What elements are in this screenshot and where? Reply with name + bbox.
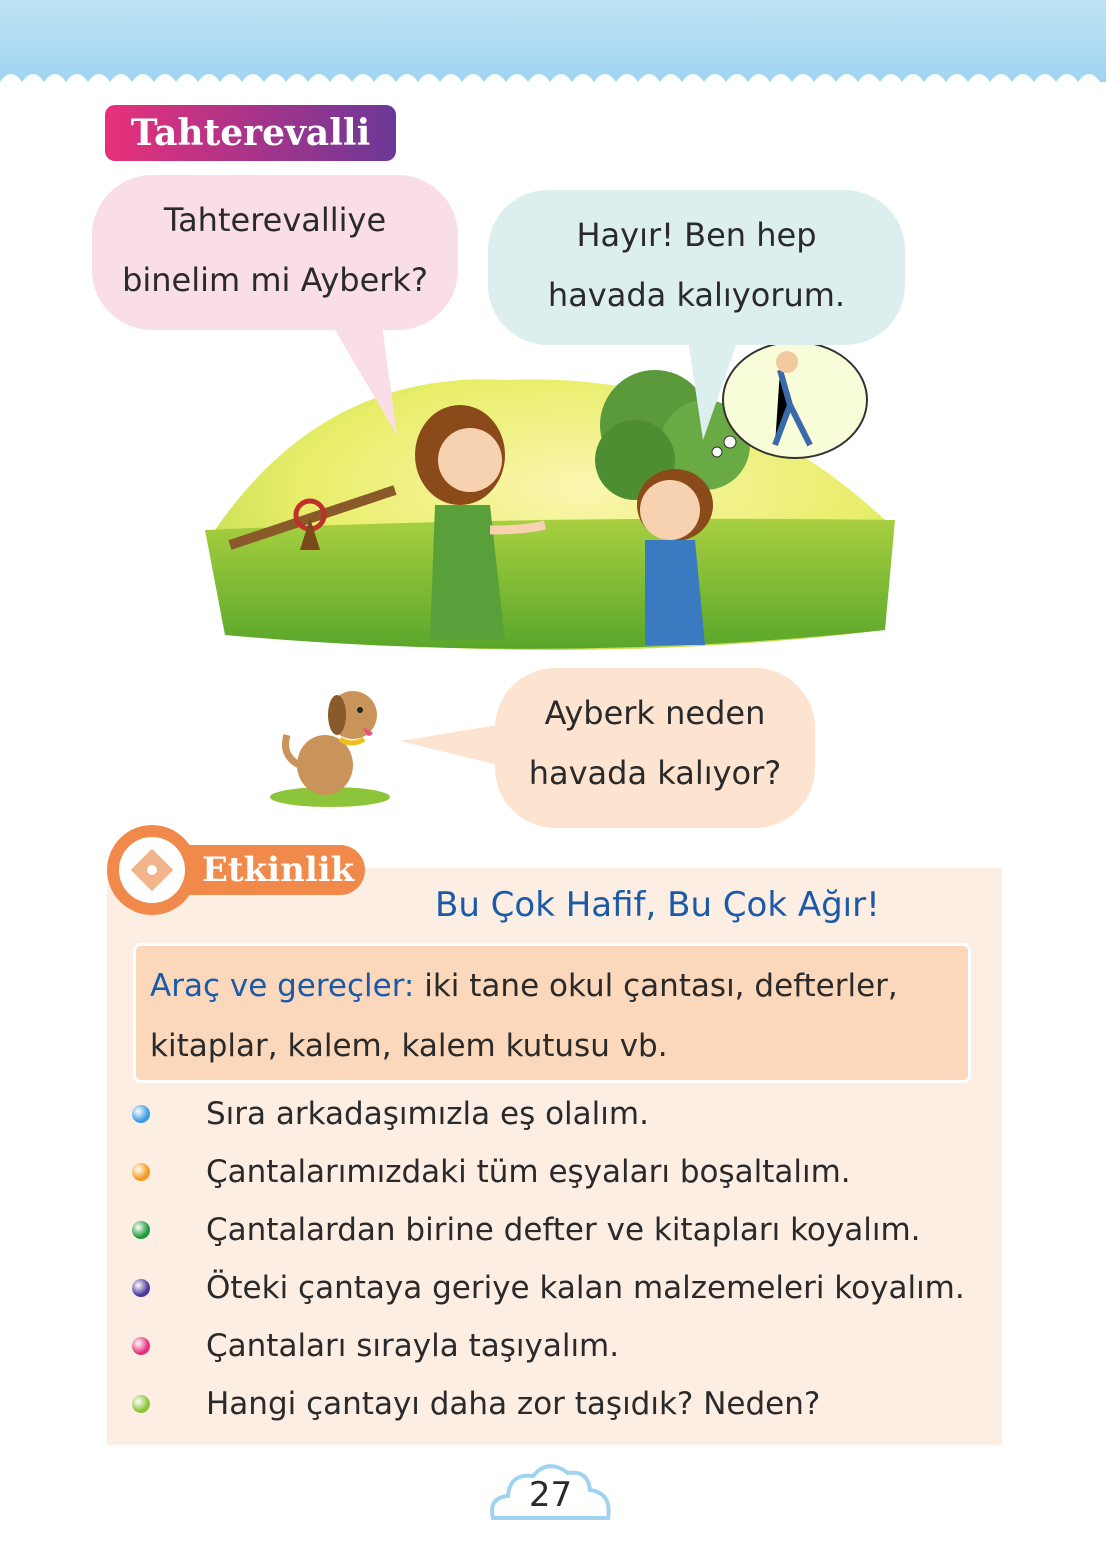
- bubble-line: Tahterevalliye: [163, 201, 387, 239]
- header-decoration-band: [0, 0, 1106, 82]
- speech-bubble-girl: [92, 175, 458, 330]
- materials-label: Araç ve gereçler:: [150, 968, 415, 1004]
- bubble-tail: [400, 723, 510, 773]
- bullet-icon: [132, 1163, 150, 1181]
- step-item: [130, 1375, 820, 1433]
- step-text: Sıra arkadaşımızla eş olalım.: [206, 1096, 649, 1132]
- bubble-line: Hayır! Ben hep: [576, 216, 817, 254]
- lesson-title: Tahterevalli: [105, 105, 396, 161]
- materials-text: iki tane okul çantası, defterler, kitaplar, kalem, kalem kutusu vb.: [150, 968, 898, 1064]
- step-item: [130, 1085, 649, 1143]
- activity-badge-label: Etkinlik: [202, 850, 355, 890]
- speech-bubble-ayberk: [488, 190, 905, 345]
- bubble-line: binelim mi Ayberk?: [122, 261, 428, 299]
- bullet-icon: [132, 1395, 150, 1413]
- bullet-icon: [132, 1279, 150, 1297]
- bubble-tail: [322, 325, 402, 445]
- step-item: [130, 1259, 965, 1317]
- step-item: [130, 1317, 619, 1375]
- step-text: Çantaları sırayla taşıyalım.: [206, 1328, 620, 1364]
- speech-bubble-dog: [495, 668, 815, 828]
- activity-title: Bu Çok Hafif, Bu Çok Ağır!: [435, 885, 880, 925]
- materials-box: [133, 943, 971, 1083]
- bubble-line: Ayberk neden: [544, 694, 766, 732]
- step-text: Çantalarımızdaki tüm eşyaları boşaltalım.: [206, 1154, 851, 1190]
- bullet-icon: [132, 1221, 150, 1239]
- seesaw-scene-illustration: [205, 330, 895, 660]
- dog-illustration: [265, 675, 400, 810]
- bubble-line: havada kalıyor?: [528, 754, 782, 792]
- bubble-line: havada kalıyorum.: [547, 276, 846, 314]
- puzzle-icon: [119, 837, 185, 903]
- bullet-icon: [132, 1337, 150, 1355]
- step-text: Öteki çantaya geriye kalan malzemeleri koyalım.: [206, 1270, 965, 1306]
- page-number: 27: [528, 1475, 573, 1515]
- bubble-tail: [688, 340, 748, 450]
- step-item: [130, 1201, 921, 1259]
- bullet-icon: [132, 1105, 150, 1123]
- step-text: Çantalardan birine defter ve kitapları koyalım.: [206, 1212, 921, 1248]
- step-item: [130, 1143, 851, 1201]
- step-text: Hangi çantayı daha zor taşıdık? Neden?: [206, 1386, 821, 1422]
